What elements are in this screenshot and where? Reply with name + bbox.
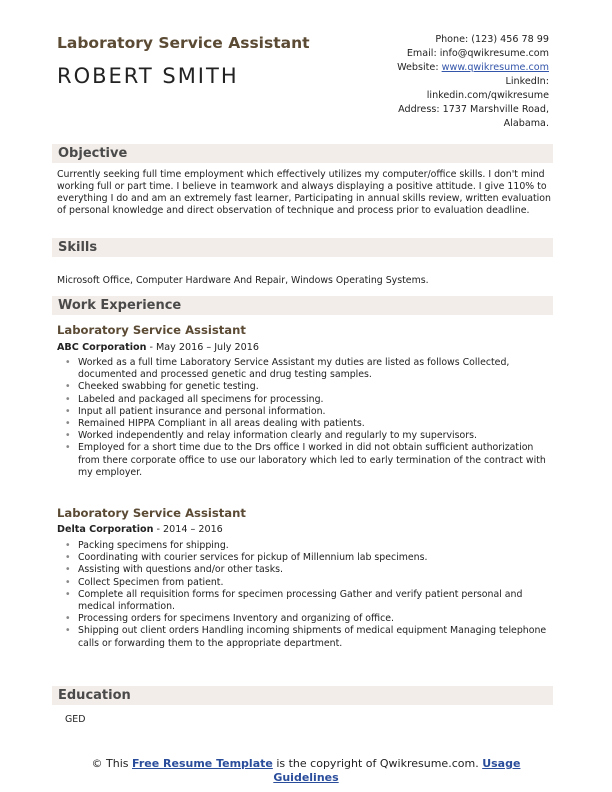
job-title-2: Laboratory Service Assistant bbox=[57, 506, 246, 520]
list-item: • Input all patient insurance and personal information. bbox=[63, 406, 553, 418]
list-item: • Cheeked swabbing for genetic testing. bbox=[63, 381, 553, 393]
contact-address-line2: Alabama. bbox=[503, 118, 549, 129]
list-item: • Coordinating with courier services for pickup of Millennium lab specimens. bbox=[63, 552, 553, 564]
contact-block bbox=[299, 33, 549, 131]
list-item: • Shipping out client orders Handling incoming shipments of medical equipment Managing telephone calls or forwarding them to the appropriate department. bbox=[63, 625, 553, 649]
job-org-2 bbox=[57, 524, 223, 535]
job-title-1: Laboratory Service Assistant bbox=[57, 323, 246, 337]
contact-linkedin-label: LinkedIn: bbox=[505, 76, 549, 87]
footer-middle: is the copyright of Qwikresume.com. bbox=[272, 757, 483, 770]
work-title: Work Experience bbox=[58, 298, 182, 313]
candidate-name: ROBERT SMITH bbox=[57, 64, 239, 88]
skills-title: Skills bbox=[58, 240, 98, 255]
job-company-1: ABC Corporation bbox=[57, 342, 147, 353]
list-item: • Processing orders for specimens Inventory and organizing of office. bbox=[63, 613, 553, 625]
contact-email: Email: info@qwikresume.com bbox=[406, 48, 549, 59]
job-dates-2: - 2014 – 2016 bbox=[153, 524, 223, 535]
education-title: Education bbox=[58, 688, 131, 703]
job-dates-1: - May 2016 – July 2016 bbox=[146, 342, 259, 353]
job-bullets-1 bbox=[63, 357, 553, 479]
skills-section-header bbox=[52, 238, 553, 257]
list-item: • Packing specimens for shipping. bbox=[63, 540, 553, 552]
contact-address-line1: Address: 1737 Marshville Road, bbox=[398, 104, 549, 115]
objective-title: Objective bbox=[58, 146, 128, 161]
skills-text: Microsoft Office, Computer Hardware And Repair, Windows Operating Systems. bbox=[57, 275, 429, 286]
contact-phone: Phone: (123) 456 78 99 bbox=[435, 34, 549, 45]
job-bullets-2 bbox=[63, 540, 553, 650]
education-text: GED bbox=[65, 714, 86, 725]
contact-website bbox=[299, 61, 549, 75]
usage-guidelines-link[interactable]: Usage Guidelines bbox=[273, 757, 521, 784]
list-item: • Remained HIPPA Compliant in all areas dealing with patients. bbox=[63, 418, 553, 430]
footer-prefix: © This bbox=[91, 757, 133, 770]
list-item: • Assisting with questions and/or other tasks. bbox=[63, 564, 553, 576]
list-item: • Complete all requisition forms for specimen processing Gather and verify patient personal and medical information. bbox=[63, 589, 553, 613]
list-item: • Employed for a short time due to the Drs office I worked in did not obtain sufficient authorization from there corporate office to use our laboratory which led to early termination of the contract with my employer. bbox=[63, 442, 553, 479]
list-item: • Worked as a full time Laboratory Service Assistant my duties are listed as follows Collected, documented and processed genetic and drug testing samples. bbox=[63, 357, 553, 381]
free-resume-template-link[interactable]: Free Resume Template bbox=[132, 757, 273, 770]
objective-text: Currently seeking full time employment which effectively utilizes my computer/office skills. I don't mind working full or part time. I believe in teamwork and always displaying a positive attitude. I give 110% to everything I do and am an extremely fast learner, Participating in annual skills review, written evaluation of personal knowledge and direct observation of technique and process prior to evaluation deadline. bbox=[57, 169, 551, 216]
job-company-2: Delta Corporation bbox=[57, 524, 154, 535]
list-item: • Worked independently and relay information clearly and regularly to my supervisors. bbox=[63, 430, 553, 442]
list-item: • Collect Specimen from patient. bbox=[63, 577, 553, 589]
objective-section-header bbox=[52, 144, 553, 163]
footer bbox=[60, 757, 552, 785]
website-link[interactable]: www.qwikresume.com bbox=[441, 62, 549, 73]
list-item: • Labeled and packaged all specimens for processing. bbox=[63, 394, 553, 406]
education-section-header bbox=[52, 686, 553, 705]
contact-website-label: Website: bbox=[397, 62, 442, 73]
header-job-title: Laboratory Service Assistant bbox=[57, 34, 310, 52]
contact-linkedin-value: linkedin.com/qwikresume bbox=[426, 90, 549, 101]
work-section-header bbox=[52, 296, 553, 315]
job-org-1 bbox=[57, 342, 259, 353]
